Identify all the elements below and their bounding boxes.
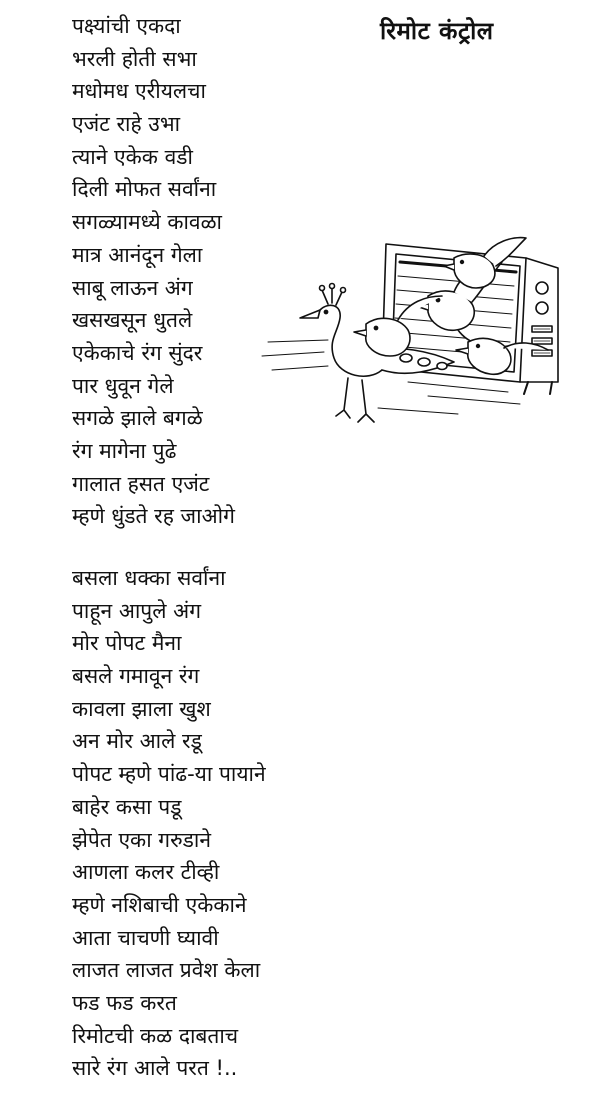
poem-line: गालात हसत एजंट	[72, 471, 210, 496]
poem-title: रिमोट कंट्रोल	[380, 17, 494, 45]
poem-line: पाहून आपुले अंग	[72, 598, 202, 623]
poem-line: रिमोटची कळ दाबताच	[72, 1023, 239, 1048]
poem-line: एकेकाचे रंग सुंदर	[72, 340, 203, 365]
poem-line: सारे रंग आले परत !..	[72, 1056, 238, 1081]
poem-line: पक्ष्यांची एकदा	[72, 14, 181, 38]
poem-line: एजंट राहे उभा	[72, 112, 181, 137]
poem-line: मधोमध एरीयलचा	[72, 79, 206, 104]
poem-line: बसले गमावून रंग	[72, 664, 200, 689]
poem-line: अन मोर आले रडू	[72, 729, 202, 754]
poem-line: पोपट म्हणे पांढ-या पायाने	[72, 762, 266, 787]
poem-line: भरली होती सभा	[72, 46, 197, 71]
poem-line: खसखसून धुतले	[72, 308, 193, 333]
poem-line: म्हणे धुंडते रह जाओगे	[72, 504, 235, 529]
poem-line: साबू लाऊन अंग	[72, 275, 193, 300]
stanza-2	[72, 562, 266, 1085]
poem-line: दिली मोफत सर्वांना	[72, 177, 217, 202]
poem-line: फड फड करत	[72, 990, 177, 1015]
poem-line: बसला धक्का सर्वांना	[72, 566, 226, 590]
poem-line: पार धुवून गेले	[72, 373, 174, 398]
poem-line: झेपेत एका गरुडाने	[72, 827, 212, 852]
poem-line: रंग मागेना पुढे	[72, 438, 177, 463]
stanza-1	[72, 10, 235, 533]
poem-line: बाहेर कसा पडू	[72, 794, 182, 819]
poem-line: म्हणे नशिबाची एकेकाने	[72, 892, 247, 917]
poem-line: सगळे झाले बगळे	[72, 406, 203, 431]
poem-line: आणला कलर टीव्ही	[72, 860, 220, 885]
poem-line: आता चाचणी घ्यावी	[72, 925, 219, 950]
poem-line: कावला झाला खुश	[72, 696, 211, 721]
poem-line: मात्र आनंदून गेला	[72, 242, 203, 267]
poem-line: लाजत लाजत प्रवेश केला	[72, 958, 261, 983]
poem-line: त्याने एकेक वडी	[72, 144, 193, 169]
tv-with-birds-illustration	[258, 232, 578, 447]
poem-line: मोर पोपट मैना	[72, 631, 182, 656]
poem-line: सगळ्यामध्ये कावळा	[72, 210, 222, 235]
